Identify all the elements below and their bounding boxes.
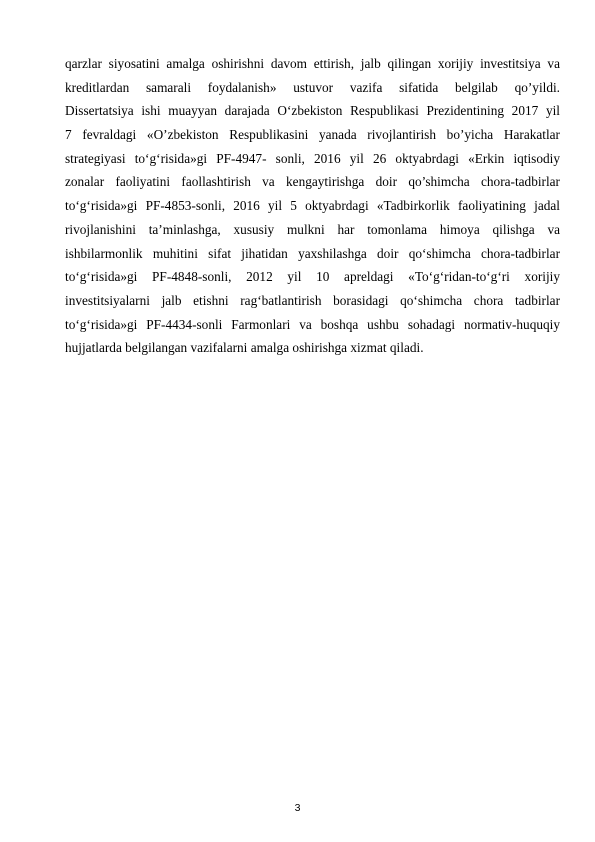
text-line: hujjatlarda belgilangan vazifalarni amalga oshirishga xizmat qiladi. (65, 340, 424, 356)
body-paragraph (65, 52, 560, 360)
text-line: to‘g‘risida»gi PF-4853-sonli, 2016 yil 5 oktyabrdagi «Tadbirkorlik faoliyatining jadal (65, 198, 560, 214)
text-line: zonalar faoliyatini faollashtirish va kengaytirishga doir qo’shimcha chora-tadbirlar (65, 174, 560, 190)
text-line: kreditlardan samarali foydalanish» ustuvor vazifa sifatida belgilab qo’yildi. (65, 79, 560, 95)
text-line: ishbilarmonlik muhitini sifat jihatidan yaxshilashga doir qo‘shimcha chora-tadbirlar (65, 245, 560, 261)
text-line: to‘g‘risida»gi PF-4848-sonli, 2012 yil 10 apreldagi «To‘g‘ridan-to‘g‘ri xorijiy (65, 269, 560, 285)
text-line: Dissertatsiya ishi muayyan darajada O‘zbekiston Respublikasi Prezidentining 2017 yil (65, 103, 560, 119)
text-line: 7 fevraldagi «O’zbekiston Respublikasini yanada rivojlantirish bo’yicha Harakatlar (65, 127, 560, 143)
text-line: qarzlar siyosatini amalga oshirishni davom ettirish, jalb qilingan xorijiy investitsiya va (65, 56, 560, 71)
text-line: to‘g‘risida»gi PF-4434-sonli Farmonlari va boshqa ushbu sohadagi normativ-huquqiy (65, 316, 560, 332)
text-line: strategiyasi to‘g‘risida»gi PF-4947- sonli, 2016 yil 26 oktyabrdagi «Erkin iqtisodiy (65, 150, 560, 166)
text-line: rivojlanishini ta’minlashga, xususiy mulkni har tomonlama himoya qilishga va (65, 221, 560, 237)
text-line: investitsiyalarni jalb etishni rag‘batlantirish borasidagi qo‘shimcha chora tadbirlar (65, 292, 560, 308)
page-number: 3 (294, 802, 301, 814)
